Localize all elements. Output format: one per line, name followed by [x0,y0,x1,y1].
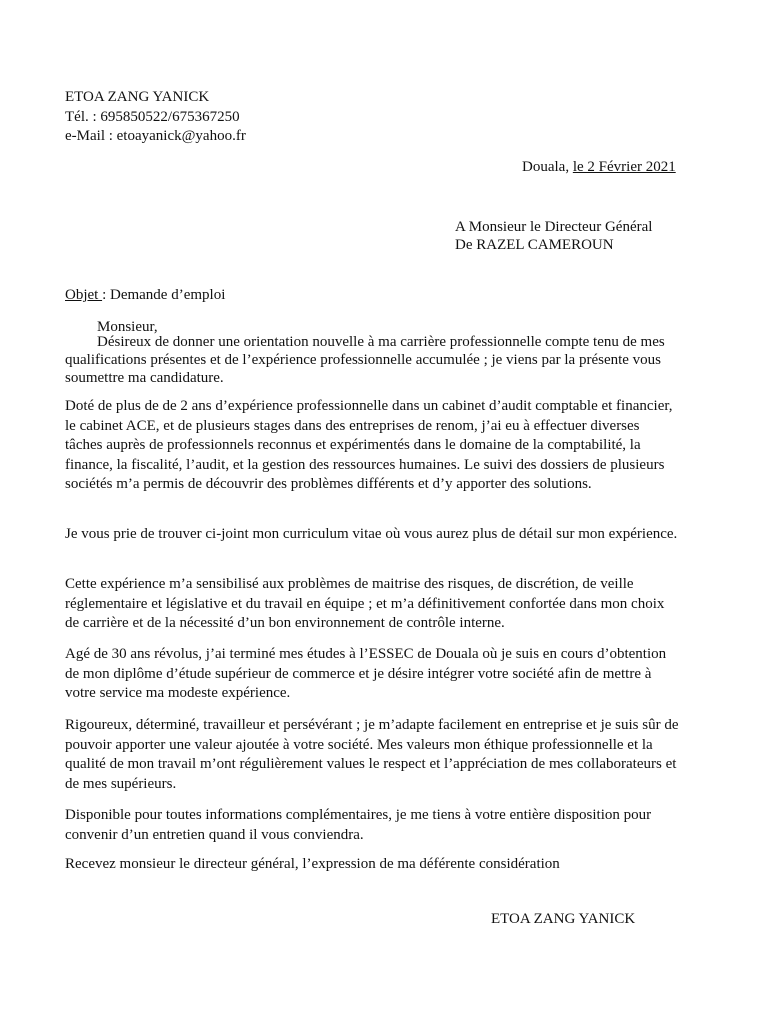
recipient-line-1: A Monsieur le Directeur Général [455,219,653,235]
paragraph-qualities: Rigoureux, déterminé, travailleur et persévérant ; je m’adapte facilement en entreprise et je suis sûr de pouvoir apporter une valeur ajoutée à votre société. Mes valeurs mon éthique professionnelle et la qualité de mon travail m’ont régulièrement values le respect et l’appréciation de mes collaborateurs et de mes supérieurs. [65,717,679,792]
date-value: le 2 Février 2021 [572,159,676,175]
salutation: Monsieur, [97,319,158,335]
subject-text: : Demande d’emploi [102,287,226,303]
sender-email: e-Mail : etoayanick@yahoo.fr [65,128,246,144]
sender-name: ETOA ZANG YANICK [65,89,210,105]
subject-line [65,286,225,305]
recipient-line-2: De RAZEL CAMEROUN [455,237,614,253]
paragraph-closing: Recevez monsieur le directeur général, l’expression de ma déférente considération [65,856,560,872]
paragraph-cv: Je vous prie de trouver ci-joint mon curriculum vitae où vous aurez plus de détail sur mon expérience. [65,526,678,542]
date-line [522,158,676,177]
date-city: Douala, [522,159,573,175]
signature: ETOA ZANG YANICK [491,911,636,927]
paragraph-sensitivity: Cette expérience m’a sensibilisé aux problèmes de maitrise des risques, de discrétion, de veille réglementaire et législative et du travail en équipe ; et m’a définitivement confortée dans mon choix de carrière et de la nécessité d’un bon environnement de contrôle interne. [65,576,665,632]
sender-phone: Tél. : 695850522/675367250 [65,109,240,125]
paragraph-availability: Disponible pour toutes informations complémentaires, je me tiens à votre entière disposition pour convenir d’un entretien quand il vous conviendra. [65,807,652,843]
paragraph-education: Agé de 30 ans révolus, j’ai terminé mes études à l’ESSEC de Douala où je suis en cours d’obtention de mon diplôme d’étude supérieur de commerce et je désire intégrer votre société afin de mettre à votre service ma modeste expérience. [65,646,667,702]
paragraph-intro: Désireux de donner une orientation nouvelle à ma carrière professionnelle compte tenu de mes qualifications présentes et de l’expérience professionnelle accumulée ; je viens par la présente vous soumettre ma candidature. [65,334,665,386]
subject-label: Objet [65,287,103,303]
paragraph-experience: Doté de plus de de 2 ans d’expérience professionnelle dans un cabinet d’audit comptable et financier, le cabinet ACE, et de plusieurs stages dans des entreprises de renom, j’ai eu à effectuer diverses tâches auprès de professionnels reconnus et expérimentés dans le domaine de la comptabilité, la finance, la fiscalité, l’audit, et la gestion des ressources humaines. Le suivi des dossiers de plusieurs sociétés m’a permis de découvrir des problèmes différents et d’y apporter des solutions. [65,398,673,493]
